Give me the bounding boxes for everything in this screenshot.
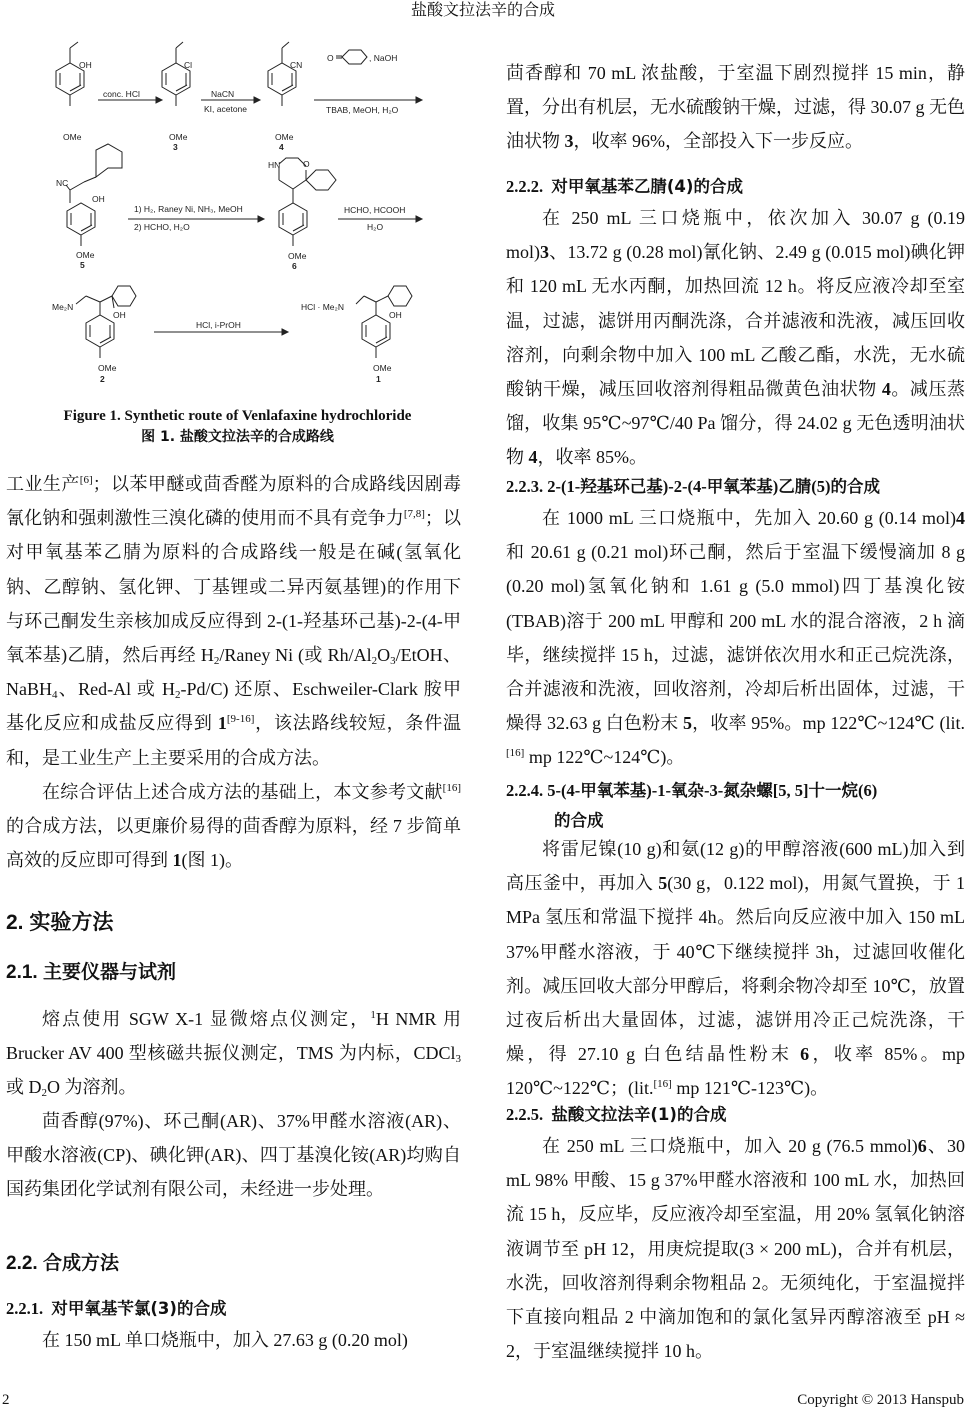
label-o-6: O	[303, 159, 310, 169]
label-cn: CN	[290, 60, 303, 70]
paragraph-instruments: 熔点使用 SGW X-1 显微熔点仪测定，$^1$H NMR 用 Brucker AV 400 型核磁共振仪测定，TMS 为内标，CDCl$_3$ 或 $D_2O$ 为溶剂。	[6, 1009, 461, 1100]
paragraph-synthesis-6: 将雷尼镍(10 g)和氨(12 g)的甲醇溶液(600 mL)加入到高压釜中，再加入 5(30 g，0.122 mol)，用氮气置换，于 1 MPa 氢压和常温下搅拌 4h。然后向反应液中加入 150 mL 37%甲醛水溶液，于 40℃下继续搅拌 3h，过滤回收催化剂。减压回收大部分甲醇后，将剩余物冷却至 10℃，放置过夜后析出大量固体，过滤，滤饼用冷正己烷洗涤，干燥，得 27.10 g 白色结晶性粉末 6，收率 85%。mp 120℃~122℃；(lit.[16] mp 121℃-123℃)。	[506, 839, 965, 1099]
paragraph-synthesis-1: 在 250 mL 三口烧瓶中，加入 20 g (76.5 mmol)6、30 mL 98% 甲酸、15 g 37%甲醛水溶液和 100 mL 水，加热回流 15 h，反应毕，反应液冷却至室温，用 20% 氢氧化钠溶液调节至 pH 12，用庚烷提取(3 × 200 mL)，合并有机层，水洗，回收溶剂得剩余物粗品 2。无须纯化，于室温搅拌下直接向粗品 2 中滴加饱和的氯化氢异丙醇溶液至 pH ≈ 2，于室温继续搅拌 10 h。	[506, 1136, 965, 1362]
label-ome-1b: OMe	[373, 363, 392, 373]
label-ome-3: OMe	[169, 132, 188, 142]
label-hn: HN	[268, 160, 281, 170]
label-oh-1: OH	[79, 60, 92, 70]
label-ome-6: OMe	[288, 251, 307, 261]
compound-label-1: 1	[376, 374, 381, 384]
label-ome-2: OMe	[98, 363, 117, 373]
section-heading-2-2-3: 2.2.3. 2-(1-羟基环己基)-2-(4-甲氧苯基)乙腈(5)的合成	[506, 477, 880, 496]
arrow-1-above: conc. HCl	[103, 89, 140, 99]
molecule-2	[76, 286, 136, 358]
paragraph-intro-routes: 工业生产[6]；以苯甲醚或茴香醛为原料的合成路线因剧毒氰化钠和强刺激性三溴化磷的使用而不具有竞争力[7,8]；以对甲氧基苯乙腈为原料的合成路线一般是在碱(氢氧化钠、乙醇钠、氢化钾、丁基锂或二异丙氨基锂)的作用下与环己酮发生亲核加成反应得到 2-(1-羟基环己基)-2-(4-甲氧苯基)乙腈，然后再经 $H_2$/Raney Ni (或 $Rh/Al_2O_3$/EtOH、NaBH$_4$、Red-Al 或 $H_2-Pd/C$) 还原、Eschweiler-Clark 胺甲基化反应和成盐反应得到 1[9-16]，该法路线较短，条件温和，是工业生产上主要采用的合成方法。	[6, 474, 462, 768]
molecule-anisyl-alcohol	[56, 42, 84, 106]
section-heading-2-2-1: 2.2.1. 对甲氧基苄氯(3)的合成	[6, 1299, 227, 1318]
arrow-3-below: TBAB, MeOH, H₂O	[326, 105, 399, 115]
arrow-3-above: , NaOH	[369, 53, 398, 63]
molecule-4	[268, 42, 296, 106]
paragraph-reagents: 茴香醇(97%)、环己酮(AR)、37%甲醛水溶液(AR)、甲酸水溶液(CP)、碘化钾(AR)、四丁基溴化铵(AR)均购自国药集团化学试剂有限公司，未经进一步处理。	[6, 1111, 461, 1200]
section-heading-2: 2. 实验方法	[6, 911, 114, 934]
section-heading-2-2-2: 2.2.2. 对甲氧基苯乙腈(4)的合成	[506, 177, 743, 196]
molecule-3	[162, 42, 193, 106]
label-hcl-me2n: HCl · Me₂N	[301, 302, 344, 312]
label-cl: Cl	[184, 60, 193, 70]
arrow-6-above: HCl, i-PrOH	[196, 320, 241, 330]
arrow-2-below: KI, acetone	[204, 104, 248, 114]
citation[interactable]: [16]	[506, 747, 525, 760]
label-ome-4: OMe	[275, 132, 294, 142]
citation[interactable]: [16]	[653, 1078, 672, 1091]
arrow-5-above: HCHO, HCOOH	[344, 205, 406, 215]
label-oh-2: OH	[113, 310, 126, 320]
label-nc: NC	[56, 178, 69, 188]
arrow-4-below: 2) HCHO, H₂O	[134, 222, 190, 232]
section-heading-2-2-4: 2.2.4. 5-(4-甲氧苯基)-1-氧杂-3-氮杂螺[5, 5]十一烷(6) 的合成	[506, 781, 878, 830]
label-ome-1: OMe	[63, 132, 82, 142]
section-heading-2-2-5: 2.2.5. 盐酸文拉法辛(1)的合成	[506, 1105, 727, 1124]
paragraph-synthesis-3-cont: 茴香醇和 70 mL 浓盐酸，于室温下剧烈搅拌 15 min，静置，分出有机层，无水硫酸钠干燥，过滤，得 30.07 g 无色油状物 3，收率 96%，全部投入下一步反应。	[506, 63, 965, 152]
copyright: Copyright © 2013 Hanspub	[797, 1392, 964, 1408]
running-header: 盐酸文拉法辛的合成	[410, 2, 555, 19]
arrow-2-above: NaCN	[211, 89, 235, 99]
synthetic-route-scheme	[6, 40, 469, 405]
paragraph-synthesis-5: 在 1000 mL 三口烧瓶中，先加入 20.60 g (0.14 mol)4 和 20.61 g (0.21 mol)环己酮，然后于室温下缓慢滴加 8 g (0.20 mol)氢氧化钠和 1.61 g (5.0 mmol)四丁基溴化铵(TBAB)溶于 200 mL 甲醇和 200 mL 水的混合溶液，2 h 滴毕，继续搅拌 15 h，过滤，滤饼依次用水和正己烷洗涤，合并滤液和洗液，回收溶剂，冷却后析出固体，过滤，干燥得 32.63 g 白色粉末 5，收率 95%。mp 122℃~124℃ (lit.[16] mp 122℃~124℃)。	[506, 508, 965, 768]
citation[interactable]: [16]	[442, 782, 461, 794]
citation[interactable]: [9-16]	[226, 713, 255, 726]
section-heading-2-1: 2.1. 主要仪器与试剂	[6, 962, 176, 983]
label-me2n-2: Me₂N	[52, 302, 74, 312]
figure-caption-zh: 图 1. 盐酸文拉法辛的合成路线	[141, 429, 334, 445]
arrow-4-above: 1) H₂, Raney Ni, NH₃, MeOH	[134, 204, 243, 214]
cyclohexanone	[342, 50, 367, 64]
label-oh-5: OH	[92, 194, 105, 204]
label-ome-5: OMe	[76, 250, 95, 260]
section-heading-2-2: 2.2. 合成方法	[6, 1253, 119, 1274]
label-oh-1b: OH	[389, 310, 402, 320]
paragraph-synthesis-3: 在 150 mL 单口烧瓶中，加入 27.63 g (0.20 mol)	[42, 1330, 408, 1350]
compound-label-2: 2	[100, 374, 105, 384]
paragraph-intro-method: 在综合评估上述合成方法的基础上，本文参考文献[16]的合成方法，以更廉价易得的茴香醇为原料，经 7 步简单高效的反应即可得到 1(图 1)。	[6, 782, 461, 871]
compound-label-6: 6	[292, 261, 297, 271]
arrow-5-below: H₂O	[367, 222, 384, 232]
page-number: 2	[2, 1392, 10, 1408]
compound-label-5: 5	[80, 260, 85, 270]
figure-caption-en: Figure 1. Synthetic route of Venlafaxine hydrochloride	[63, 408, 412, 424]
paragraph-synthesis-4: 在 250 mL 三口烧瓶中，依次加入 30.07 g (0.19 mol)3、13.72 g (0.28 mol)氰化钠、2.49 g (0.015 mol)碘化钾和 120 mL 无水丙酮，加热回流 12 h。将反应液冷却至室温，过滤，滤饼用丙酮洗涤，合并滤液和洗液，减压回收溶剂，向剩余物中加入 100 mL 乙酸乙酯，水洗，无水硫酸钠干燥，减压回收溶剂得粗品微黄色油状物 4。减压蒸馏，收集 95℃~97℃/40 Pa 馏分，得 24.02 g 无色透明油状物 4，收率 85%。	[506, 208, 966, 468]
citation[interactable]: [7,8]	[403, 508, 425, 521]
compound-label-4: 4	[279, 142, 284, 152]
compound-label-3: 3	[173, 142, 178, 152]
citation[interactable]: [6]	[79, 474, 93, 486]
molecule-6	[279, 158, 336, 246]
label-ketone-o: O	[327, 53, 334, 63]
molecule-1	[356, 286, 412, 358]
